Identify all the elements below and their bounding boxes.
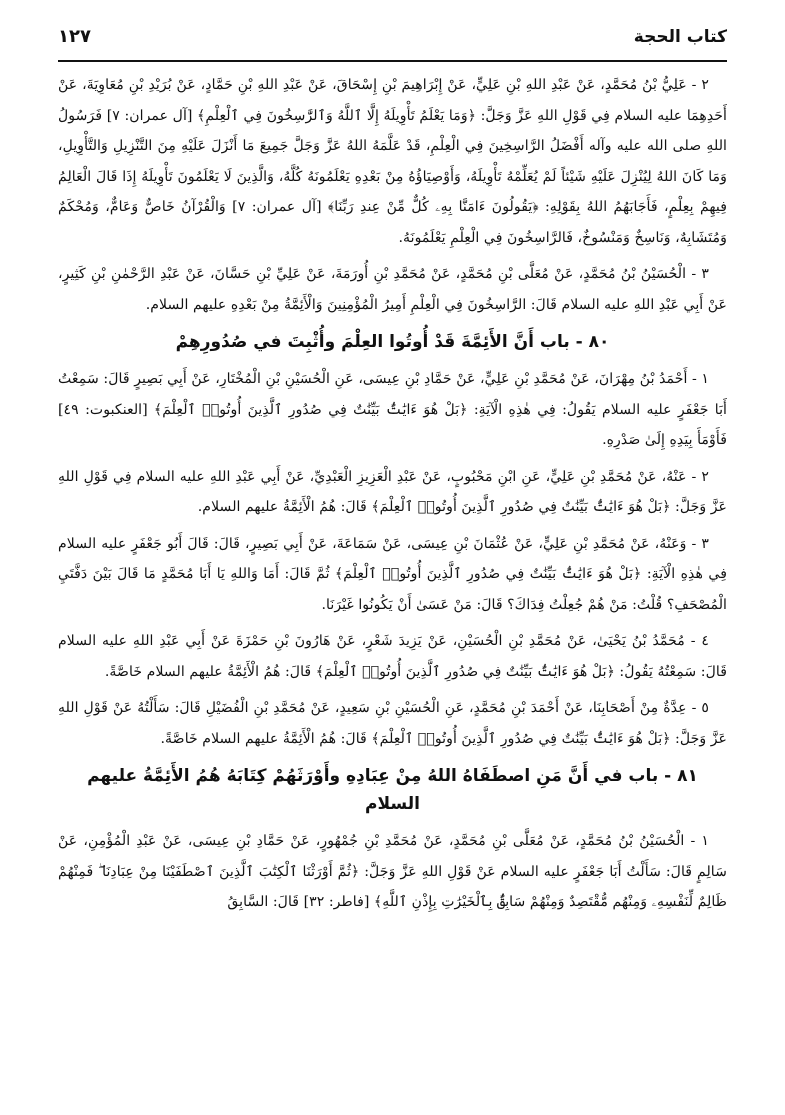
hadith-paragraph: ٣ - الْحُسَيْنُ بْنُ مُحَمَّدٍ، عَنْ مُعَلَّى بْنِ مُحَمَّدٍ، عَنْ مُحَمَّدِ بْنِ أُورَمَةَ، عَنْ عَلِيِّ بْنِ حَسَّانَ، عَنْ عَبْدِ الرَّحْمٰنِ بْنِ كَثِيرٍ، عَنْ أَبِي عَبْدِ اللهِ عليه السلام قَالَ: الرَّاسِخُونَ فِي الْعِلْمِ أَمِيرُ الْمُؤْمِنِينَ وَالْأَئِمَّةُ مِنْ بَعْدِهِ عليهم السلام.: [58, 266, 727, 313]
hadith-paragraph: ٢ - عَنْهُ، عَنْ مُحَمَّدِ بْنِ عَلِيٍّ، عَنِ ابْنِ مَحْبُوبٍ، عَنْ عَبْدِ الْعَزِيزِ الْعَبْدِيِّ، عَنْ أَبِي عَبْدِ اللهِ عليه السلام فِي قَوْلِ اللهِ عَزَّ وَجَلَّ: ﴿بَلْ هُوَ ءَايَٰتٌۢ بَيِّنَٰتٌ فِي صُدُورِ ٱلَّذِينَ أُوتُوا۟ ٱلْعِلْمَ﴾ قَالَ: هُمُ الْأَئِمَّةُ عليهم السلام.: [58, 468, 727, 515]
hadith-paragraph: ٣ - وَعَنْهُ، عَنْ مُحَمَّدِ بْنِ عَلِيٍّ، عَنْ عُثْمَانَ بْنِ عِيسَى، عَنْ سَمَاعَةَ، عَنْ أَبِي بَصِيرٍ، قَالَ: قَالَ أَبُو جَعْفَرٍ عليه السلام فِي هٰذِهِ الْآيَةِ: ﴿بَلْ هُوَ ءَايَٰتٌۢ بَيِّنَٰتٌ فِي صُدُورِ ٱلَّذِينَ أُوتُوا۟ ٱلْعِلْمَ﴾ ثُمَّ قَالَ: أَمَا وَاللهِ يَا أَبَا مُحَمَّدٍ مَا قَالَ بَيْنَ دَفَّتَيِ الْمُصْحَفِ؟ قُلْتُ: مَنْ هُمْ جُعِلْتُ فِدَاكَ؟ قَالَ: مَنْ عَسَىٰ أَنْ يَكُونُوا غَيْرَنَا.: [58, 535, 727, 613]
hadith-paragraph: ٢ - عَلِيُّ بْنُ مُحَمَّدٍ، عَنْ عَبْدِ اللهِ بْنِ عَلِيٍّ، عَنْ إِبْرَاهِيمَ بْنِ إِسْحَاقَ، عَنْ عَبْدِ اللهِ بْنِ حَمَّادٍ، عَنْ بُرَيْدِ بْنِ مُعَاوِيَةَ، عَنْ أَحَدِهِمَا عليه السلام فِي قَوْلِ اللهِ عَزَّ وَجَلَّ: ﴿وَمَا يَعْلَمُ تَأْوِيلَهُ إِلَّا ٱللَّهُ وَٱلرَّٰسِخُونَ فِي ٱلْعِلْمِ﴾ [آل عمران: ٧] فَرَسُولُ اللهِ صلى الله عليه وآله أَفْضَلُ الرَّاسِخِينَ فِي الْعِلْمِ، قَدْ عَلَّمَهُ اللهُ عَزَّ وَجَلَّ جَمِيعَ مَا أَنْزَلَ عَلَيْهِ مِنَ التَّنْزِيلِ وَالتَّأْوِيلِ، وَمَا كَانَ اللهُ لِيُنْزِلَ عَلَيْهِ شَيْئاً لَمْ يُعَلِّمْهُ تَأْوِيلَهُ، وَأَوْصِيَاؤُهُ مِنْ بَعْدِهِ يَعْلَمُونَهُ كُلَّهُ، وَالَّذِينَ لَا يَعْلَمُونَ تَأْوِيلَهُ إِذَا قَالَ الْعَالِمُ فِيهِمْ بِعِلْمٍ، فَأَجَابَهُمُ اللهُ بِقَوْلِهِ: ﴿يَقُولُونَ ءَامَنَّا بِهِۦ كُلٌّ مِّنْ عِندِ رَبِّنَا﴾ [آل عمران: ٧] وَالْقُرْآنُ خَاصٌّ وَعَامٌّ، وَمُحْكَمٌ وَمُتَشَابِهٌ، وَنَاسِخٌ وَمَنْسُوخٌ، فَالرَّاسِخُونَ فِي الْعِلْمِ يَعْلَمُونَهُ.: [58, 77, 728, 246]
header-rule: [58, 60, 727, 62]
hadith-paragraph: ١ - أَحْمَدُ بْنُ مِهْرَانَ، عَنْ مُحَمَّدِ بْنِ عَلِيٍّ، عَنْ حَمَّادِ بْنِ عِيسَى، عَنِ الْحُسَيْنِ بْنِ الْمُخْتَارِ، عَنْ أَبِي بَصِيرٍ قَالَ: سَمِعْتُ أَبَا جَعْفَرٍ عليه السلام يَقُولُ: فِي هٰذِهِ الْآيَةِ: ﴿بَلْ هُوَ ءَايَٰتٌۢ بَيِّنَٰتٌ فِي صُدُورِ ٱلَّذِينَ أُوتُوا۟ ٱلْعِلْمَ﴾ [العنكبوت: ٤٩] فَأَوْمَأَ بِيَدِهِ إِلَىٰ صَدْرِهِ.: [58, 371, 727, 448]
chapter-heading-81: ٨١ - باب في أَنَّ مَنِ اصطَفَاهُ اللهُ مِنْ عِبَادِهِ وأَوْرَثَهُمْ كِتَابَهُ هُمُ الأَئِمَّةُ عليهم السلام: [87, 766, 698, 814]
hadith-paragraph: ٤ - مُحَمَّدُ بْنُ يَحْيَىٰ، عَنْ مُحَمَّدِ بْنِ الْحُسَيْنِ، عَنْ يَزِيدَ شَعْرٍ، عَنْ هَارُونَ بْنِ حَمْزَةَ عَنْ أَبِي عَبْدِ اللهِ عليه السلام قَالَ: سَمِعْتُهُ يَقُولُ: ﴿بَلْ هُوَ ءَايَٰتٌۢ بَيِّنَٰتٌ فِي صُدُورِ ٱلَّذِينَ أُوتُوا۟ ٱلْعِلْمَ﴾ قَالَ: هُمُ الْأَئِمَّةُ عليهم السلام خَاصَّةً.: [58, 633, 727, 680]
hadith-paragraph: ٥ - عِدَّةٌ مِنْ أَصْحَابِنَا، عَنْ أَحْمَدَ بْنِ مُحَمَّدٍ، عَنِ الْحُسَيْنِ بْنِ سَعِيدٍ، عَنْ مُحَمَّدِ بْنِ الْفُضَيْلِ قَالَ: سَأَلْتُهُ عَنْ قَوْلِ اللهِ عَزَّ وَجَلَّ: ﴿بَلْ هُوَ ءَايَٰتٌۢ بَيِّنَٰتٌ فِي صُدُورِ ٱلَّذِينَ أُوتُوا۟ ٱلْعِلْمَ﴾ قَالَ: هُمُ الْأَئِمَّةُ عليهم السلام خَاصَّةً.: [58, 700, 727, 747]
page-header: [58, 26, 727, 52]
running-title: كتاب الحجة: [633, 27, 727, 47]
hadith-paragraph: ١ - الْحُسَيْنُ بْنُ مُحَمَّدٍ، عَنْ مُعَلَّى بْنِ مُحَمَّدٍ، عَنْ مُحَمَّدِ بْنِ جُمْهُورٍ، عَنْ حَمَّادِ بْنِ عِيسَى، عَنْ عَبْدِ الْمُؤْمِنِ، عَنْ سَالِمٍ قَالَ: سَأَلْتُ أَبَا جَعْفَرٍ عليه السلام عَنْ قَوْلِ اللهِ عَزَّ وَجَلَّ: ﴿ثُمَّ أَوْرَثْنَا ٱلْكِتَٰبَ ٱلَّذِينَ ٱصْطَفَيْنَا مِنْ عِبَادِنَا ۖ فَمِنْهُمْ ظَالِمٌ لِّنَفْسِهِۦ وَمِنْهُم مُّقْتَصِدٌ وَمِنْهُمْ سَابِقٌۢ بِٱلْخَيْرَٰتِ بِإِذْنِ ٱللَّهِ﴾ [فاطر: ٣٢] قَالَ: السَّابِقُ: [58, 833, 727, 910]
page-number: ١٢٧: [58, 26, 91, 47]
chapter-heading-80: ٨٠ - باب أَنَّ الأَئِمَّةَ قَدْ أُوتُوا العِلْمَ وأُثْبِتَ في صُدُورِهِمْ: [175, 332, 610, 352]
